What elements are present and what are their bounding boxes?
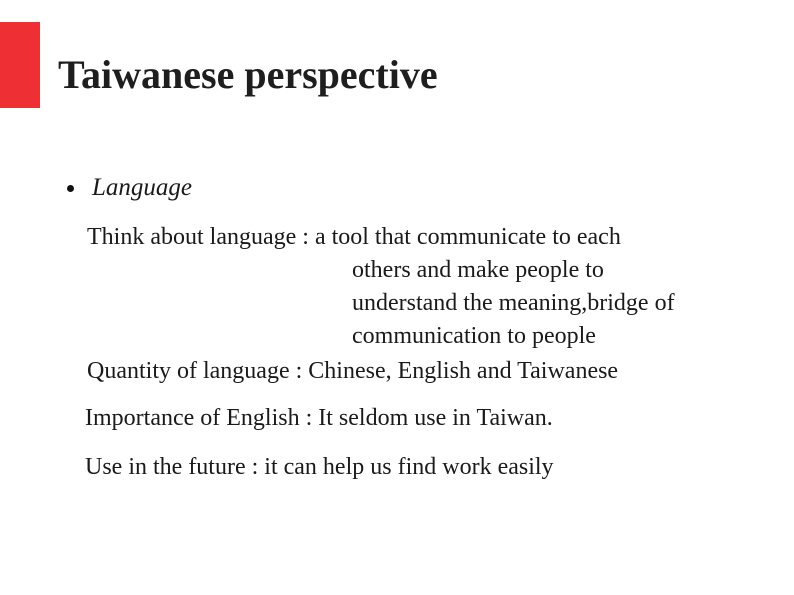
- title-accent-bar: [0, 22, 40, 108]
- body-line-continuation-1: others and make people to: [352, 257, 604, 283]
- body-line-continuation-3: communication to people: [352, 323, 596, 349]
- bullet-heading-language: Language: [92, 174, 192, 201]
- body-line-quantity-of-language: Quantity of language : Chinese, English and Taiwanese: [87, 358, 619, 384]
- body-line-importance-of-english: Importance of English : It seldom use in Taiwan.: [85, 405, 553, 431]
- bullet-dot-icon: [67, 185, 74, 192]
- body-line-use-in-future: Use in the future : it can help us find work easily: [85, 454, 554, 480]
- body-line-think-about-language: Think about language : a tool that communicate to each: [87, 224, 621, 250]
- slide-title: Taiwanese perspective: [58, 52, 438, 97]
- body-line-continuation-2: understand the meaning,bridge of: [352, 290, 675, 316]
